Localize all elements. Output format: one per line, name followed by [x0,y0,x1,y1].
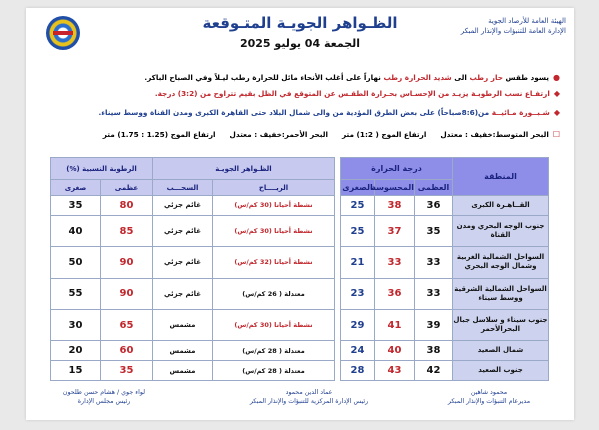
table-row [51,361,549,381]
feels-like-cell: 33 [375,247,415,278]
header-wind: الريــــاح [213,180,335,196]
header-min: الصغرى [341,180,375,196]
summary-line-2: ◆ارتفـاع نسب الرطوبـة يزيـد من الإحسـاس بحـرارة الطقـس عن المتوقع في الظل بقيم تتراوح من (3:2) درجة. [154,89,560,98]
summary-line-3: ◆شـبــورة مـائيــة من(8:6صباحاً) على بعض الطرق المؤدية من والى شمال البلاد حتى القاهرة الكبرى ومدن القناة ووسط سيناء. [98,108,560,117]
table-row [51,196,549,216]
wind-cell: معتدلة ( 28 كم/س) [213,341,335,361]
region-cell: شمال الصعيد [453,341,549,361]
wind-cell: نشطة أحيانا (30 كم/س) [213,215,335,246]
wind-cell: نشطة أحيانا (30 كم/س) [213,309,335,340]
header-clouds: السحـــب [153,180,213,196]
max-temp-cell: 35 [415,215,453,246]
humidity-min-cell: 35 [51,196,101,216]
max-temp-cell: 42 [415,361,453,381]
feels-like-cell: 36 [375,278,415,309]
max-temp-cell: 36 [415,196,453,216]
region-cell: السواحل الشمالية الشرقية ووسط سيناء [453,278,549,309]
forecast-date: الجمعة 04 يوليو 2025 [239,37,361,50]
bulletin-sheet [26,8,574,420]
header-feels-like: المحسوسة [375,180,415,196]
table-row [51,278,549,309]
max-temp-cell: 33 [415,247,453,278]
region-cell: جنوب الصعيد [453,361,549,381]
table-row [51,247,549,278]
humidity-max-cell: 90 [101,278,153,309]
sea-state-line: ☐البحر المتوسط:خفيف : معتدلارتفاع الموج ( 1:2) مترالبحر الأحمر:خفيف : معتدلارتفاع الموج (1.25 : 1.75) متر [102,130,560,139]
table-row [51,215,549,246]
header-humidity-max: عظمى [101,180,153,196]
signature-board-chairman: لواء جوي / هشام حسن طلحون رئيس مجلس الإدارة [62,389,146,405]
feels-like-cell: 40 [375,341,415,361]
humidity-min-cell: 20 [51,341,101,361]
min-temp-cell: 21 [341,247,375,278]
header-humidity-min: صغرى [51,180,101,196]
region-cell: جنوب سيناء و سلاسل جبال البحرالأحمر [453,309,549,340]
humidity-max-cell: 65 [101,309,153,340]
forecast-table [50,157,549,381]
signature-forecast-director: محمود شاهين مديرعام التنبؤات والإنذار المبكر [447,389,531,405]
region-cell: القــاهـرة الكبرى [453,196,549,216]
min-temp-cell: 29 [341,309,375,340]
humidity-min-cell: 15 [51,361,101,381]
header-humidity: الرطوبة النسبية (%) [51,158,153,180]
bullet-icon: ● [553,73,560,82]
humidity-max-cell: 60 [101,341,153,361]
header-max: العظمى [415,180,453,196]
checkbox-icon: ☐ [552,130,560,139]
clouds-cell: مشمس [153,309,213,340]
max-temp-cell: 39 [415,309,453,340]
wind-cell: نشطة أحيانا (30 كم/س) [213,196,335,216]
signature-central-head: عماد الدين محمود رئيس الإدارة المركزية للتنبؤات والإنذار المبكر [249,389,369,405]
min-temp-cell: 25 [341,215,375,246]
humidity-min-cell: 55 [51,278,101,309]
clouds-cell: غائم جزئي [153,215,213,246]
clouds-cell: مشمس [153,341,213,361]
max-temp-cell: 33 [415,278,453,309]
humidity-max-cell: 85 [101,215,153,246]
wind-cell: معتدلة ( 28 كم/س) [213,361,335,381]
humidity-min-cell: 50 [51,247,101,278]
summary-line-1: ●يسود طقس حار رطب الى شديد الحرارة رطب نهاراً على أغلب الأنحاء مائل للحرارة رطب ليـلاً وفي الصباح الباكر. [144,73,560,82]
humidity-max-cell: 90 [101,247,153,278]
diamond-icon: ◆ [553,89,560,98]
region-cell: السواحل الشمالية الغربية وشمال الوجه البحري [453,247,549,278]
feels-like-cell: 43 [375,361,415,381]
min-temp-cell: 24 [341,341,375,361]
diamond-icon: ◆ [553,108,560,117]
region-cell: جنوب الوجه البحري ومدن القناة [453,215,549,246]
clouds-cell: غائم جزئي [153,196,213,216]
clouds-cell: غائم جزئي [153,247,213,278]
humidity-min-cell: 40 [51,215,101,246]
org-name: الهيئة العامة للأرصاد الجوية [488,17,566,25]
table-row [51,309,549,340]
page-title: الظـواهر الجويـة المتـوقعة [202,14,398,32]
feels-like-cell: 41 [375,309,415,340]
header-phenomena: الظـواهر الجويـة [153,158,335,180]
header-region: المنطقة [453,158,549,196]
min-temp-cell: 23 [341,278,375,309]
table-row [51,341,549,361]
min-temp-cell: 28 [341,361,375,381]
humidity-max-cell: 80 [101,196,153,216]
wind-cell: نشطة أحيانا (32 كم/س) [213,247,335,278]
org-department: الإدارة العامة للتنبؤات والإنذار المبكر [460,27,566,35]
feels-like-cell: 38 [375,196,415,216]
clouds-cell: غائم جزئي [153,278,213,309]
header-temperature: درجة الحرارة [341,158,453,180]
clouds-cell: مشمس [153,361,213,381]
feels-like-cell: 37 [375,215,415,246]
wind-cell: معتدلة ( 26 كم/س) [213,278,335,309]
humidity-max-cell: 35 [101,361,153,381]
humidity-min-cell: 30 [51,309,101,340]
min-temp-cell: 25 [341,196,375,216]
max-temp-cell: 38 [415,341,453,361]
